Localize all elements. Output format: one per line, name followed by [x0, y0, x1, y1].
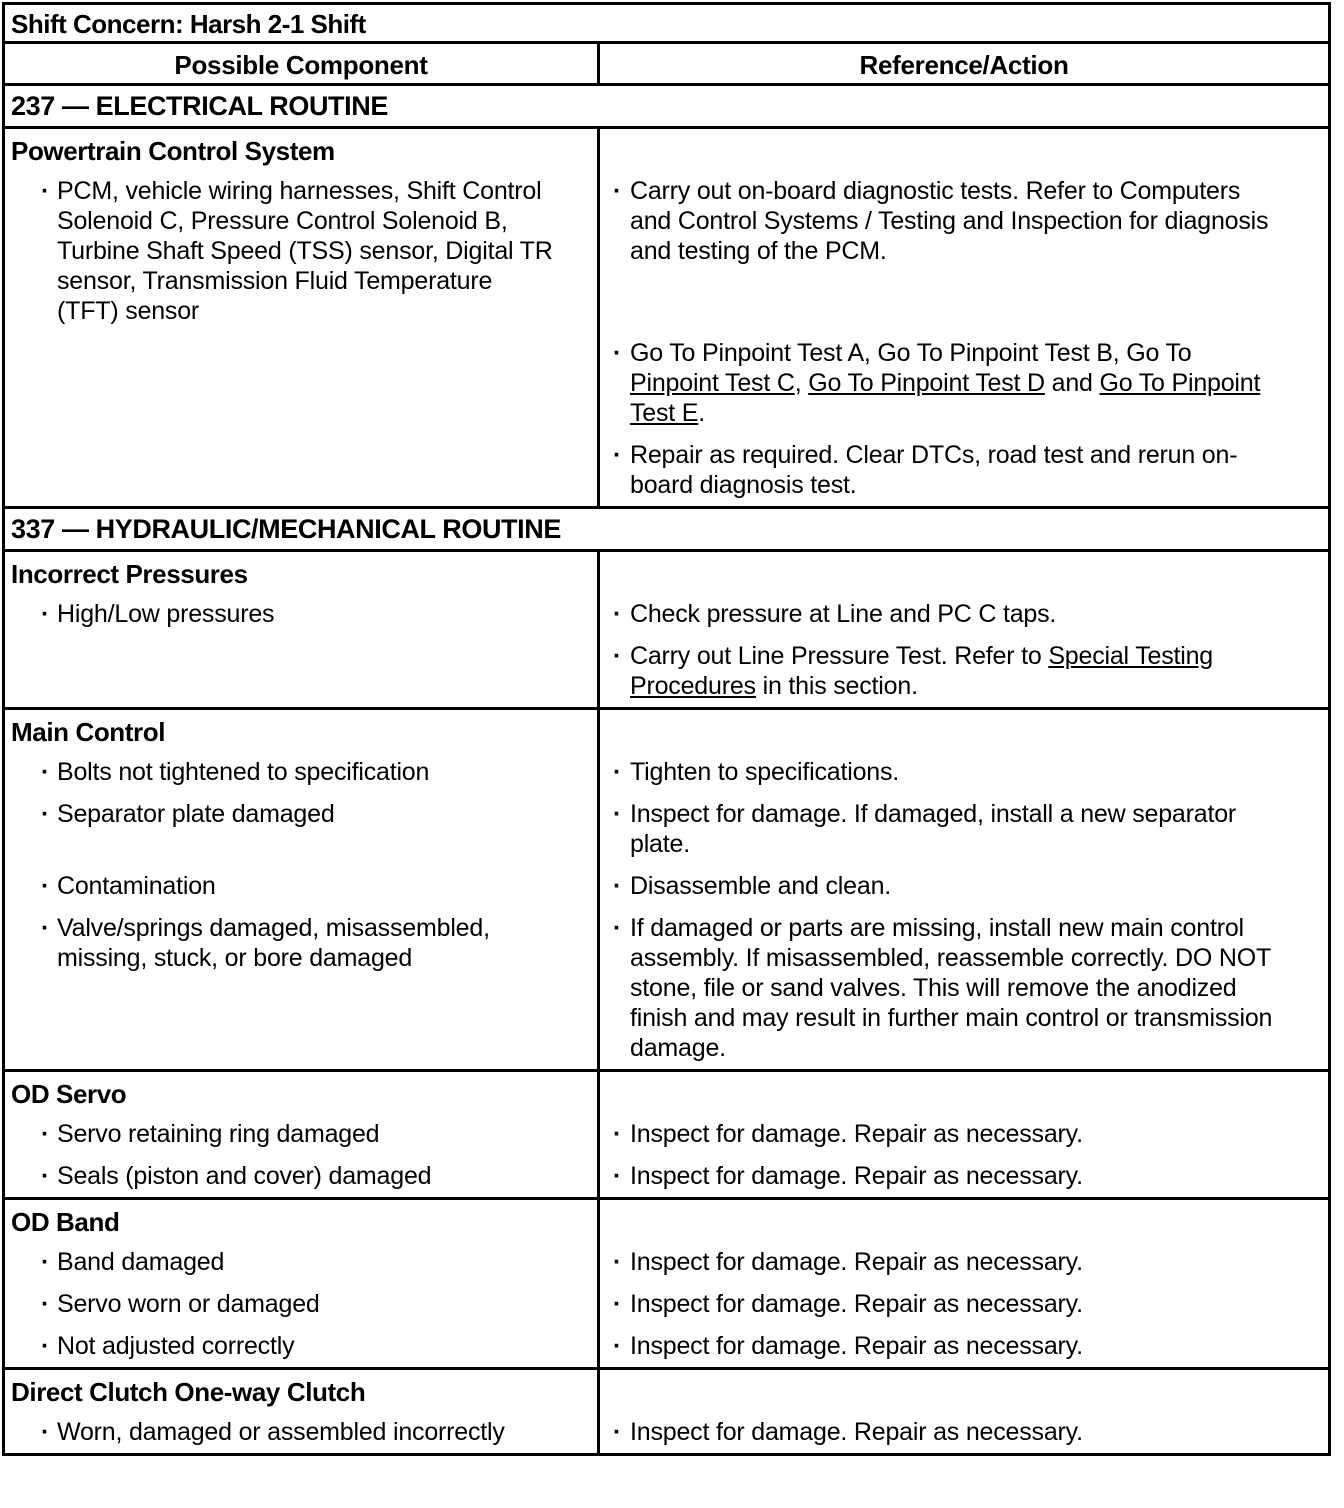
- action-item: [600, 871, 1328, 901]
- action-line: [630, 338, 1318, 368]
- bullet-mark: ·: [41, 1332, 50, 1360]
- component-item: [5, 1289, 597, 1319]
- action-row-slot: [600, 745, 1328, 787]
- bullet-mark: ·: [613, 600, 622, 628]
- reference-action-cell: [599, 1199, 1330, 1369]
- action-row-slot: [600, 1235, 1328, 1277]
- bullet-mark: ·: [41, 872, 50, 900]
- reference-action-cell: [599, 1071, 1330, 1199]
- component-item: [5, 799, 597, 829]
- routine-label: 337 — HYDRAULIC/MECHANICAL ROUTINE: [4, 508, 1330, 551]
- action-row-slot: [600, 787, 1328, 859]
- component-line: Not adjusted correctly: [57, 1332, 295, 1360]
- bullet-mark: ·: [41, 1290, 50, 1318]
- routine-label: 237 — ELECTRICAL ROUTINE: [4, 85, 1330, 128]
- reference-link[interactable]: Procedures: [630, 672, 756, 700]
- action-item: [600, 1331, 1328, 1361]
- text-segment: .: [698, 399, 706, 427]
- bullet-mark: ·: [613, 339, 622, 367]
- action-line: [630, 671, 1318, 701]
- possible-component-cell: [4, 128, 599, 508]
- action-item: [600, 176, 1328, 266]
- action-line: Disassemble and clean.: [630, 872, 892, 900]
- action-line: and Control Systems / Testing and Inspection for diagnosis: [630, 207, 1269, 235]
- reference-link[interactable]: Special Testing: [1048, 642, 1214, 670]
- action-row-slot: [600, 1107, 1328, 1149]
- action-row-slot: [600, 1405, 1328, 1447]
- action-line: Check pressure at Line and PC C taps.: [630, 600, 1057, 628]
- component-row-slot: [5, 1405, 597, 1447]
- bullet-mark: ·: [613, 1120, 622, 1148]
- action-item: [600, 913, 1328, 1063]
- action-line: Repair as required. Clear DTCs, road test and rerun on-: [630, 441, 1238, 469]
- component-row-slot: [5, 326, 597, 428]
- possible-component-cell: [4, 551, 599, 709]
- component-line: Bolts not tightened to specification: [57, 758, 430, 786]
- action-row-slot: [600, 1319, 1328, 1361]
- component-row-slot: [5, 629, 597, 701]
- bullet-mark: ·: [613, 177, 622, 205]
- action-line: Inspect for damage. Repair as necessary.: [630, 1248, 1083, 1276]
- shift-concern-title: Shift Concern: Harsh 2-1 Shift: [4, 4, 1330, 43]
- action-line: [630, 398, 1318, 428]
- diagnostic-table-sheet: [2, 2, 1328, 1456]
- action-row-slot: [600, 587, 1328, 629]
- action-row-slot: [600, 428, 1328, 500]
- component-group-row: [4, 709, 1330, 1071]
- component-group-title: Direct Clutch One-way Clutch: [11, 1377, 366, 1407]
- component-group-row: [4, 1199, 1330, 1369]
- action-item: [600, 1161, 1328, 1191]
- component-group-row: [4, 551, 1330, 709]
- action-item: [600, 641, 1328, 701]
- bullet-mark: ·: [41, 177, 50, 205]
- component-item: [5, 176, 597, 326]
- bullet-mark: ·: [613, 872, 622, 900]
- component-group-title: OD Band: [11, 1207, 120, 1237]
- action-line: assembly. If misassembled, reassemble correctly. DO NOT: [630, 944, 1272, 972]
- action-item: [600, 1247, 1328, 1277]
- bullet-mark: ·: [613, 1162, 622, 1190]
- component-row-slot: [5, 1319, 597, 1361]
- text-segment: Go To Pinpoint Test A, Go To Pinpoint Test B, Go To: [630, 339, 1192, 367]
- component-line: missing, stuck, or bore damaged: [57, 944, 413, 972]
- component-line: Servo worn or damaged: [57, 1290, 320, 1318]
- bullet-mark: ·: [613, 1332, 622, 1360]
- bullet-mark: ·: [613, 1248, 622, 1276]
- action-line: Inspect for damage. If damaged, install a new separator: [630, 800, 1237, 828]
- action-line: stone, file or sand valves. This will remove the anodized: [630, 974, 1237, 1002]
- component-item: [5, 913, 597, 973]
- shift-concern-table: [2, 2, 1331, 1456]
- component-line: Solenoid C, Pressure Control Solenoid B,: [57, 207, 508, 235]
- action-row-slot: [600, 901, 1328, 1063]
- bullet-mark: ·: [613, 441, 622, 469]
- action-line: [630, 641, 1318, 671]
- reference-action-header: Reference/Action: [599, 43, 1330, 85]
- bullet-mark: ·: [41, 800, 50, 828]
- action-line: Tighten to specifications.: [630, 758, 900, 786]
- action-line: Carry out on-board diagnostic tests. Refer to Computers: [630, 177, 1241, 205]
- action-line: Inspect for damage. Repair as necessary.: [630, 1162, 1083, 1190]
- action-line: Inspect for damage. Repair as necessary.: [630, 1332, 1083, 1360]
- routine-row: [4, 85, 1330, 128]
- action-line: plate.: [630, 830, 690, 858]
- component-row-slot: [5, 1149, 597, 1191]
- action-line: finish and may result in further main control or transmission: [630, 1004, 1273, 1032]
- component-group-title: OD Servo: [11, 1079, 127, 1109]
- action-line: If damaged or parts are missing, install new main control: [630, 914, 1244, 942]
- action-item: [600, 1119, 1328, 1149]
- component-row-slot: [5, 587, 597, 629]
- action-item: [600, 1289, 1328, 1319]
- action-item: [600, 599, 1328, 629]
- action-line: [630, 368, 1318, 398]
- component-group-title: Incorrect Pressures: [11, 559, 248, 589]
- component-item: [5, 757, 597, 787]
- bullet-mark: ·: [41, 758, 50, 786]
- group-title-spacer: [600, 1200, 1328, 1235]
- action-item: [600, 338, 1328, 428]
- reference-link[interactable]: Pinpoint Test C: [630, 369, 795, 397]
- action-item: [600, 1417, 1328, 1447]
- component-line: Band damaged: [57, 1248, 225, 1276]
- component-row-slot: [5, 1277, 597, 1319]
- action-row-slot: [600, 859, 1328, 901]
- action-line: board diagnosis test.: [630, 471, 857, 499]
- component-item: [5, 1417, 597, 1447]
- action-line: and testing of the PCM.: [630, 237, 887, 265]
- title-row: [4, 4, 1330, 43]
- bullet-mark: ·: [41, 1120, 50, 1148]
- text-segment: in this section.: [755, 672, 918, 700]
- possible-component-cell: [4, 1199, 599, 1369]
- component-line: Seals (piston and cover) damaged: [57, 1162, 432, 1190]
- component-row-slot: [5, 1235, 597, 1277]
- reference-action-cell: [599, 128, 1330, 508]
- reference-link[interactable]: Go To Pinpoint: [1099, 369, 1261, 397]
- action-line: damage.: [630, 1034, 726, 1062]
- group-title-spacer: [600, 710, 1328, 745]
- reference-action-cell: [599, 1369, 1330, 1455]
- bullet-mark: ·: [613, 758, 622, 786]
- bullet-mark: ·: [41, 1162, 50, 1190]
- routine-row: [4, 508, 1330, 551]
- component-row-slot: [5, 428, 597, 500]
- action-line: Inspect for damage. Repair as necessary.: [630, 1120, 1083, 1148]
- component-line: High/Low pressures: [57, 600, 275, 628]
- component-item: [5, 871, 597, 901]
- possible-component-header: Possible Component: [4, 43, 599, 85]
- action-item: [600, 799, 1328, 859]
- bullet-mark: ·: [613, 642, 622, 670]
- action-item: [600, 440, 1328, 500]
- possible-component-cell: [4, 1369, 599, 1455]
- bullet-mark: ·: [613, 800, 622, 828]
- possible-component-cell: [4, 709, 599, 1071]
- text-segment: and: [1044, 369, 1100, 397]
- component-row-slot: [5, 859, 597, 901]
- bullet-mark: ·: [41, 914, 50, 942]
- group-title-spacer: [600, 552, 1328, 587]
- bullet-mark: ·: [41, 600, 50, 628]
- component-line: Turbine Shaft Speed (TSS) sensor, Digital TR: [57, 237, 553, 265]
- header-row: [4, 43, 1330, 85]
- reference-action-cell: [599, 709, 1330, 1071]
- component-row-slot: [5, 787, 597, 859]
- component-item: [5, 1161, 597, 1191]
- reference-link[interactable]: Go To Pinpoint Test D: [808, 369, 1045, 397]
- bullet-mark: ·: [613, 914, 622, 942]
- bullet-mark: ·: [41, 1248, 50, 1276]
- action-row-slot: [600, 326, 1328, 428]
- action-row-slot: [600, 1149, 1328, 1191]
- table-body: [4, 4, 1330, 1455]
- group-title-spacer: [600, 1370, 1328, 1405]
- component-item: [5, 599, 597, 629]
- component-row-slot: [5, 745, 597, 787]
- component-line: Separator plate damaged: [57, 800, 335, 828]
- component-item: [5, 1331, 597, 1361]
- component-item: [5, 1119, 597, 1149]
- component-group-row: [4, 128, 1330, 508]
- component-item: [5, 1247, 597, 1277]
- component-group-title: Main Control: [11, 717, 166, 747]
- action-row-slot: [600, 629, 1328, 701]
- possible-component-cell: [4, 1071, 599, 1199]
- bullet-mark: ·: [41, 1418, 50, 1446]
- component-row-slot: [5, 901, 597, 1063]
- component-line: Servo retaining ring damaged: [57, 1120, 380, 1148]
- component-row-slot: [5, 164, 597, 326]
- action-row-slot: [600, 1277, 1328, 1319]
- component-group-row: [4, 1071, 1330, 1199]
- component-line: Worn, damaged or assembled incorrectly: [57, 1418, 505, 1446]
- group-title-spacer: [600, 1072, 1328, 1107]
- component-line: PCM, vehicle wiring harnesses, Shift Control: [57, 177, 542, 205]
- action-line: Inspect for damage. Repair as necessary.: [630, 1418, 1083, 1446]
- component-line: (TFT) sensor: [57, 297, 200, 325]
- reference-link[interactable]: Test E: [630, 399, 699, 427]
- component-row-slot: [5, 1107, 597, 1149]
- component-line: Valve/springs damaged, misassembled,: [57, 914, 490, 942]
- text-segment: Carry out Line Pressure Test. Refer to: [630, 642, 1049, 670]
- bullet-mark: ·: [613, 1290, 622, 1318]
- action-row-slot: [600, 164, 1328, 326]
- bullet-mark: ·: [613, 1418, 622, 1446]
- text-segment: ,: [794, 369, 809, 397]
- reference-action-cell: [599, 551, 1330, 709]
- action-item: [600, 757, 1328, 787]
- component-group-row: [4, 1369, 1330, 1455]
- component-group-title: Powertrain Control System: [11, 136, 335, 166]
- action-line: Inspect for damage. Repair as necessary.: [630, 1290, 1083, 1318]
- component-line: sensor, Transmission Fluid Temperature: [57, 267, 493, 295]
- component-line: Contamination: [57, 872, 216, 900]
- group-title-spacer: [600, 129, 1328, 164]
